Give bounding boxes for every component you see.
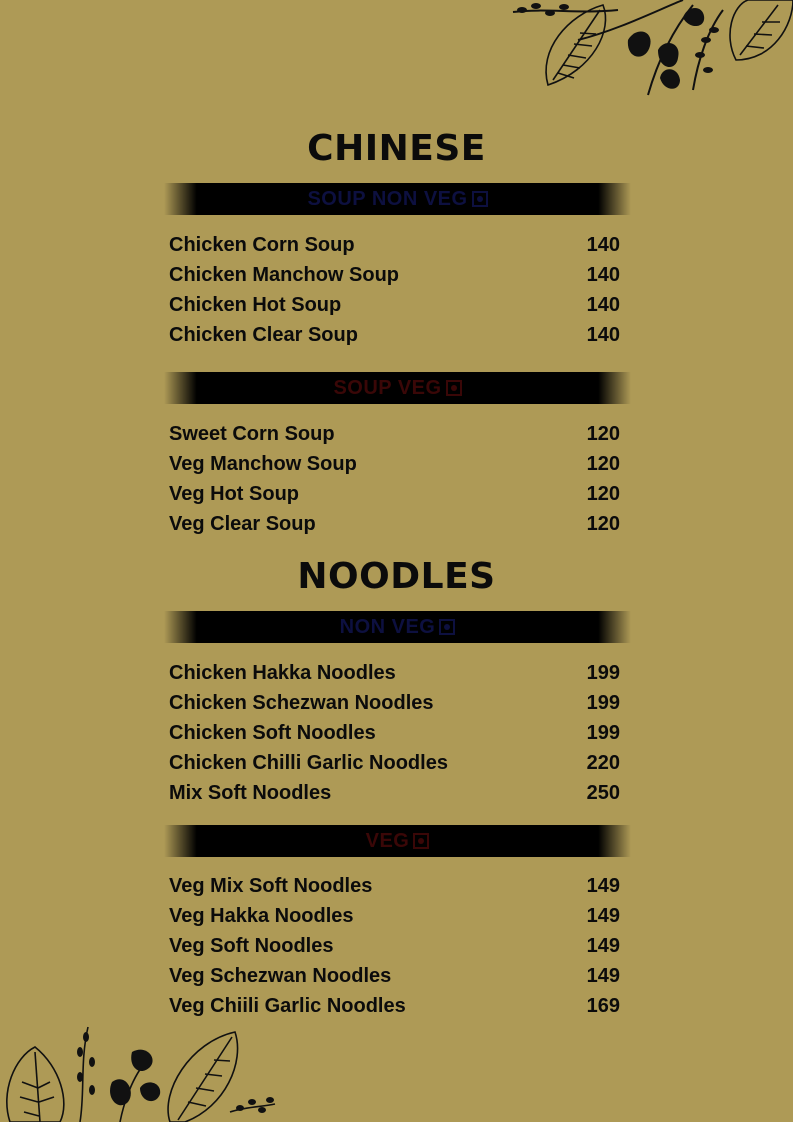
item-name: Sweet Corn Soup	[169, 423, 335, 445]
item-price: 250	[586, 782, 620, 804]
category-label: NON VEG	[339, 615, 436, 638]
menu-item	[169, 260, 620, 290]
category-bar-soup-veg	[164, 372, 631, 404]
item-name: Veg Manchow Soup	[169, 453, 357, 475]
section-title-noodles: NOODLES	[297, 556, 496, 597]
item-name: Chicken Manchow Soup	[169, 264, 400, 286]
item-name: Chicken Hakka Noodles	[169, 662, 396, 684]
noodles-non-veg-list	[169, 658, 620, 808]
menu-item	[169, 871, 620, 901]
menu-item	[169, 419, 620, 449]
menu-item	[169, 449, 620, 479]
menu-item	[169, 748, 620, 778]
item-price: 149	[586, 875, 620, 897]
category-label: SOUP VEG	[333, 376, 442, 399]
category-bar-soup-non-veg	[164, 183, 631, 215]
item-price: 199	[586, 722, 620, 744]
menu-item	[169, 509, 620, 539]
item-price: 140	[586, 294, 620, 316]
item-price: 140	[586, 234, 620, 256]
item-name: Veg Hakka Noodles	[169, 905, 354, 927]
item-price: 169	[586, 995, 620, 1017]
item-name: Chicken Hot Soup	[169, 294, 342, 316]
category-bar-noodles-veg	[164, 825, 631, 857]
item-name: Chicken Chilli Garlic Noodles	[169, 752, 448, 774]
soup-non-veg-list	[169, 230, 620, 350]
menu-item	[169, 320, 620, 350]
category-label: SOUP NON VEG	[307, 187, 468, 210]
menu-item	[169, 479, 620, 509]
item-price: 140	[586, 324, 620, 346]
menu-item	[169, 961, 620, 991]
item-price: 120	[586, 513, 620, 535]
menu-item	[169, 688, 620, 718]
category-label: VEG	[365, 829, 410, 852]
item-price: 149	[586, 935, 620, 957]
item-price: 199	[586, 692, 620, 714]
item-price: 149	[586, 965, 620, 987]
item-name: Chicken Schezwan Noodles	[169, 692, 434, 714]
menu-item	[169, 290, 620, 320]
menu-item	[169, 931, 620, 961]
non-veg-badge-icon	[472, 191, 488, 207]
item-price: 149	[586, 905, 620, 927]
section-title-chinese: CHINESE	[307, 128, 486, 169]
category-bar-noodles-non-veg	[164, 611, 631, 643]
non-veg-badge-icon	[439, 619, 455, 635]
item-name: Veg Chiili Garlic Noodles	[169, 995, 406, 1017]
item-name: Mix Soft Noodles	[169, 782, 332, 804]
soup-veg-list	[169, 419, 620, 539]
item-name: Veg Schezwan Noodles	[169, 965, 392, 987]
menu-item	[169, 230, 620, 260]
item-name: Chicken Soft Noodles	[169, 722, 376, 744]
menu-item	[169, 658, 620, 688]
item-name: Veg Clear Soup	[169, 513, 316, 535]
veg-badge-icon	[413, 833, 429, 849]
item-price: 140	[586, 264, 620, 286]
item-price: 199	[586, 662, 620, 684]
item-price: 220	[586, 752, 620, 774]
menu-item	[169, 991, 620, 1021]
leaf-decoration-top	[508, 0, 793, 100]
menu-item	[169, 901, 620, 931]
item-name: Veg Mix Soft Noodles	[169, 875, 373, 897]
item-name: Chicken Clear Soup	[169, 324, 358, 346]
item-price: 120	[586, 423, 620, 445]
noodles-veg-list	[169, 871, 620, 1021]
item-price: 120	[586, 453, 620, 475]
item-name: Chicken Corn Soup	[169, 234, 355, 256]
item-name: Veg Soft Noodles	[169, 935, 334, 957]
menu-item	[169, 718, 620, 748]
menu-item	[169, 778, 620, 808]
veg-badge-icon	[446, 380, 462, 396]
item-price: 120	[586, 483, 620, 505]
item-name: Veg Hot Soup	[169, 483, 299, 505]
leaf-decoration-bottom	[0, 1022, 290, 1122]
